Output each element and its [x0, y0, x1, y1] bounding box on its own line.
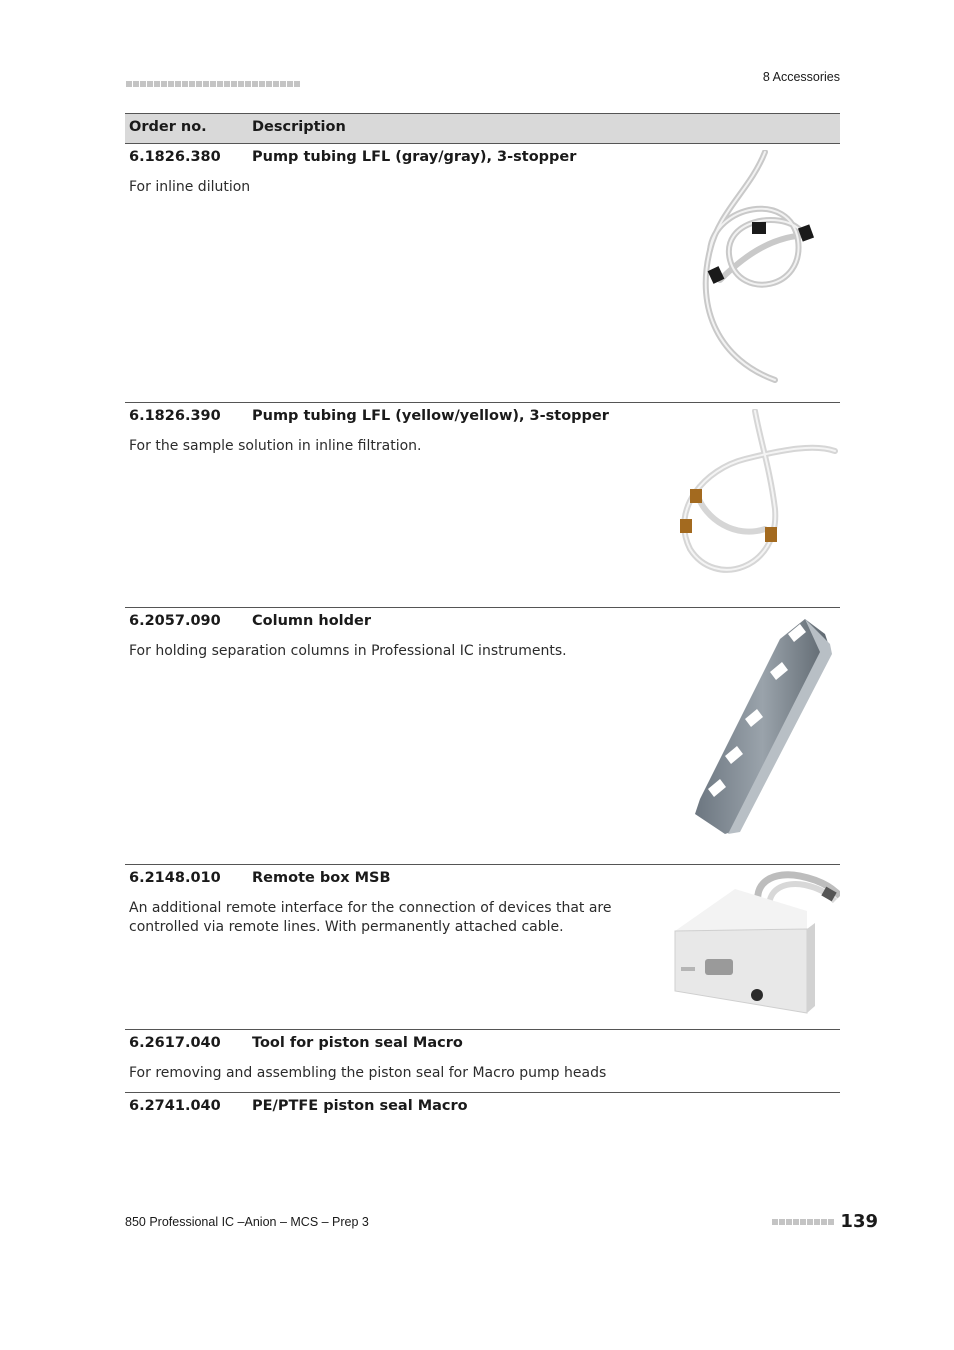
item-title: Pump tubing LFL (gray/gray), 3-stopper	[252, 149, 577, 165]
page-number: 139	[840, 1211, 878, 1232]
table-row	[125, 1030, 840, 1093]
footer-decoration	[772, 1219, 834, 1225]
gray-pump-tubing-photo	[680, 150, 840, 390]
accessories-table	[125, 113, 840, 1123]
item-title: Column holder	[252, 613, 371, 629]
item-title: Remote box MSB	[252, 870, 391, 886]
item-title: PE/PTFE piston seal Macro	[252, 1098, 468, 1114]
header-decoration	[126, 72, 300, 91]
order-number: 6.2741.040	[129, 1098, 221, 1114]
order-number: 6.2057.090	[129, 613, 221, 629]
section-title: 8 Accessories	[762, 70, 840, 84]
column-holder-photo	[680, 614, 840, 839]
item-title: Pump tubing LFL (yellow/yellow), 3-stopper	[252, 408, 609, 424]
table-header	[125, 113, 840, 144]
item-description: An additional remote interface for the connection of devices that are controlled via remote lines. With permanently attached cable.	[129, 900, 612, 935]
document-title: 850 Professional IC –Anion – MCS – Prep 3	[125, 1215, 369, 1229]
yellow-pump-tubing-photo	[675, 409, 840, 584]
item-description: For the sample solution in inline filtration.	[129, 438, 422, 454]
order-number: 6.2148.010	[129, 870, 221, 886]
item-description: For removing and assembling the piston seal for Macro pump heads	[129, 1065, 607, 1081]
item-title: Tool for piston seal Macro	[252, 1035, 463, 1051]
order-number: 6.1826.380	[129, 149, 221, 165]
order-number: 6.1826.390	[129, 408, 221, 424]
item-description: For inline dilution	[129, 179, 251, 195]
table-row	[125, 865, 840, 1030]
remote-box-photo	[665, 871, 840, 1019]
table-row	[125, 608, 840, 865]
order-number: 6.2617.040	[129, 1035, 221, 1051]
page-number-block	[772, 1211, 878, 1232]
table-row	[125, 1093, 840, 1123]
table-row	[125, 403, 840, 608]
table-row	[125, 144, 840, 403]
column-header-description: Description	[252, 119, 346, 135]
item-description: For holding separation columns in Professional IC instruments.	[129, 643, 567, 659]
column-header-order: Order no.	[129, 119, 207, 135]
